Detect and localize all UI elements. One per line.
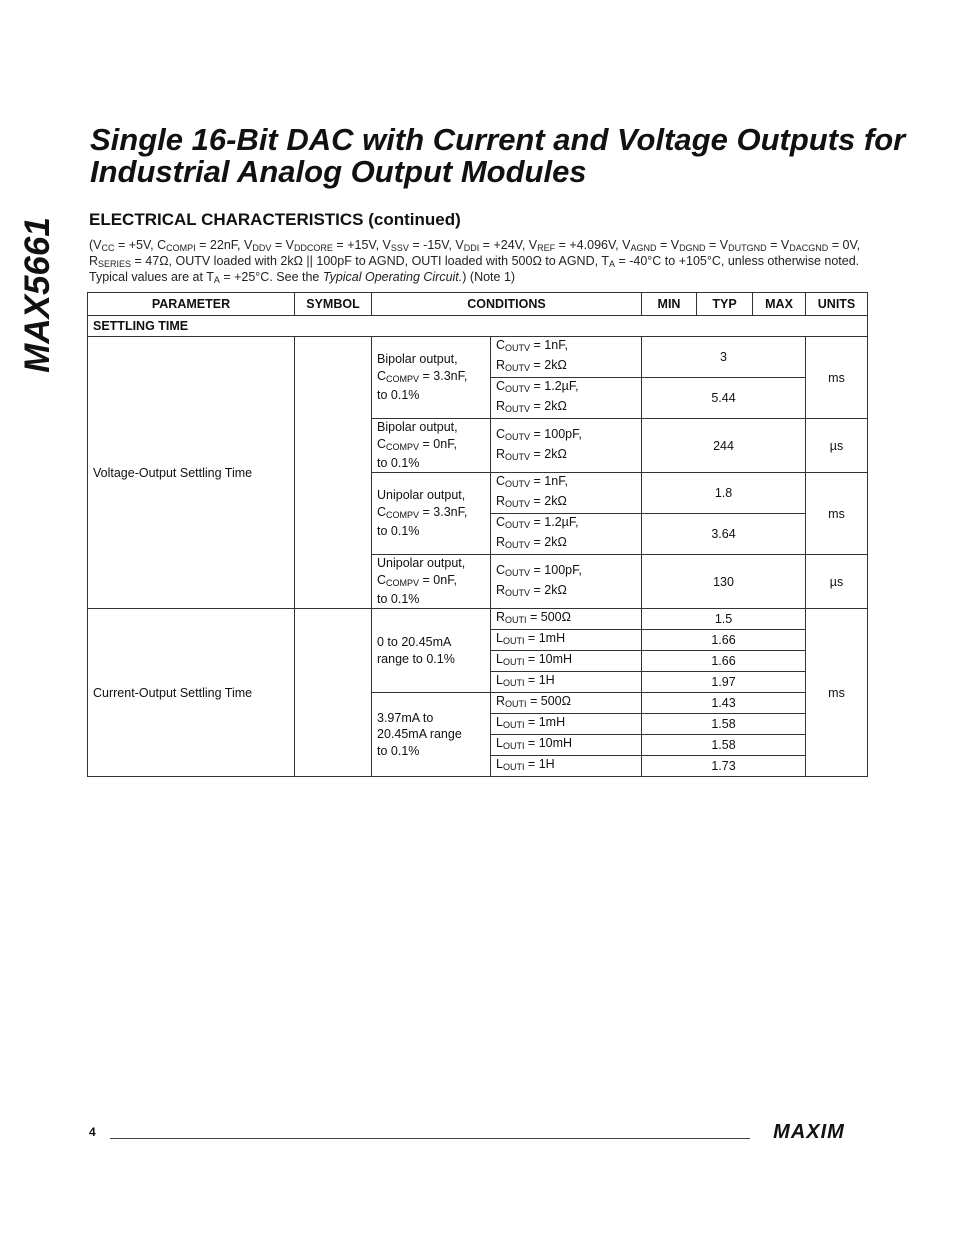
typ-value: 5.44 xyxy=(642,378,806,419)
subcondition-cell: $C_{OUTV} = 100pF$, $R_{OUTV} = 2k\Omega$ xyxy=(491,419,642,473)
parameter-cell: Current-Output Settling Time xyxy=(88,609,295,777)
part-number-side-label: MAX5661 xyxy=(18,217,57,373)
symbol-cell xyxy=(295,337,372,609)
typ-value: 1.43 xyxy=(642,693,806,714)
condition-cell: Bipolar output, $C_{COMPV} = 0nF$, to 0.1% xyxy=(372,419,491,473)
typ-value: 1.97 xyxy=(642,672,806,693)
subcondition-cell: $R_{OUTI} = 500\Omega$ xyxy=(491,693,642,714)
subcondition-cell: $L_{OUTI} = 1H$ xyxy=(491,756,642,777)
typ-value: 3 xyxy=(642,337,806,378)
subcondition-cell: $L_{OUTI} = 1H$ xyxy=(491,672,642,693)
header-min: MIN xyxy=(642,293,697,316)
typ-value: 244 xyxy=(642,419,806,473)
header-typ: TYP xyxy=(697,293,753,316)
subcondition-cell: $C_{OUTV} = 100pF$, $R_{OUTV} = 2k\Omega$ xyxy=(491,555,642,609)
electrical-characteristics-table xyxy=(87,292,868,777)
typ-value: 1.58 xyxy=(642,735,806,756)
typ-value: 1.73 xyxy=(642,756,806,777)
table-row xyxy=(88,337,868,378)
subcondition-cell: $L_{OUTI} = 1mH$ xyxy=(491,630,642,651)
condition-cell: Unipolar output, $C_{COMPV} = 3.3nF$, to 0.1% xyxy=(372,473,491,555)
units-cell: ms xyxy=(806,473,868,555)
subcondition-cell: $C_{OUTV} = 1nF$, $R_{OUTV} = 2k\Omega$ xyxy=(491,337,642,378)
footer-divider xyxy=(110,1138,750,1139)
table-row xyxy=(88,609,868,630)
section-label: SETTLING TIME xyxy=(88,316,868,337)
parameter-cell: Voltage-Output Settling Time xyxy=(88,337,295,609)
subcondition-cell: $L_{OUTI} = 10mH$ xyxy=(491,735,642,756)
subcondition-cell: $L_{OUTI} = 1mH$ xyxy=(491,714,642,735)
subcondition-cell: $R_{OUTI} = 500\Omega$ xyxy=(491,609,642,630)
page-number: 4 xyxy=(89,1125,96,1139)
typ-value: 130 xyxy=(642,555,806,609)
typ-value: 1.8 xyxy=(642,473,806,514)
units-cell: µs xyxy=(806,419,868,473)
condition-cell: Bipolar output, $C_{COMPV} = 3.3nF$, to 0.1% xyxy=(372,337,491,419)
test-conditions: ($V_{CC} = +5V$, $C_{COMPI} = 22nF$, $V_{DDV} = V_{DDCORE} = +15V$, $V_{SSV} = -15V$, $V_{DDI} = +24V$, $V_{REF} = +4.096V$, $V_{AGND} = V_{DGND} = V_{DUTGND} = V_{DACGND} = 0V$, $R_{SERIES} = 47\Omega$, OUTV loaded with 2kΩ || 100pF to AGND, OUTI loaded with 500Ω to AGND, $T_A = -40^\circ C$ to +105°C, unless otherwise noted. Typical values are at $T_A = +25^\circ C$. See the Typical Operating Circuit.) (Note 1) xyxy=(89,238,861,285)
typ-value: 1.5 xyxy=(642,609,806,630)
typ-value: 1.58 xyxy=(642,714,806,735)
symbol-cell xyxy=(295,609,372,777)
document-title: Single 16-Bit DAC with Current and Voltage Outputs for Industrial Analog Output Modules xyxy=(90,122,906,189)
maxim-logo xyxy=(754,1121,864,1141)
section-row xyxy=(88,316,868,337)
table-header-row xyxy=(88,293,868,316)
subcondition-cell: $C_{OUTV} = 1nF$, $R_{OUTV} = 2k\Omega$ xyxy=(491,473,642,514)
units-cell: ms xyxy=(806,609,868,777)
subcondition-cell: $C_{OUTV} = 1.2\mu F$, $R_{OUTV} = 2k\Omega$ xyxy=(491,514,642,555)
header-units: UNITS xyxy=(806,293,868,316)
header-parameter: PARAMETER xyxy=(88,293,295,316)
section-title: ELECTRICAL CHARACTERISTICS (continued) xyxy=(89,210,461,229)
typ-value: 3.64 xyxy=(642,514,806,555)
typ-value: 1.66 xyxy=(642,630,806,651)
subcondition-cell: $C_{OUTV} = 1.2\mu F$, $R_{OUTV} = 2k\Omega$ xyxy=(491,378,642,419)
subcondition-cell: $L_{OUTI} = 10mH$ xyxy=(491,651,642,672)
svg-text:MAXIM: MAXIM xyxy=(773,1121,845,1141)
header-symbol: SYMBOL xyxy=(295,293,372,316)
units-cell: µs xyxy=(806,555,868,609)
condition-cell: Unipolar output, $C_{COMPV} = 0nF$, to 0.1% xyxy=(372,555,491,609)
condition-cell: 0 to 20.45mA range to 0.1% xyxy=(372,609,491,693)
header-conditions: CONDITIONS xyxy=(372,293,642,316)
units-cell: ms xyxy=(806,337,868,419)
header-max: MAX xyxy=(753,293,806,316)
typ-value: 1.66 xyxy=(642,651,806,672)
condition-cell: 3.97mA to 20.45mA range to 0.1% xyxy=(372,693,491,777)
